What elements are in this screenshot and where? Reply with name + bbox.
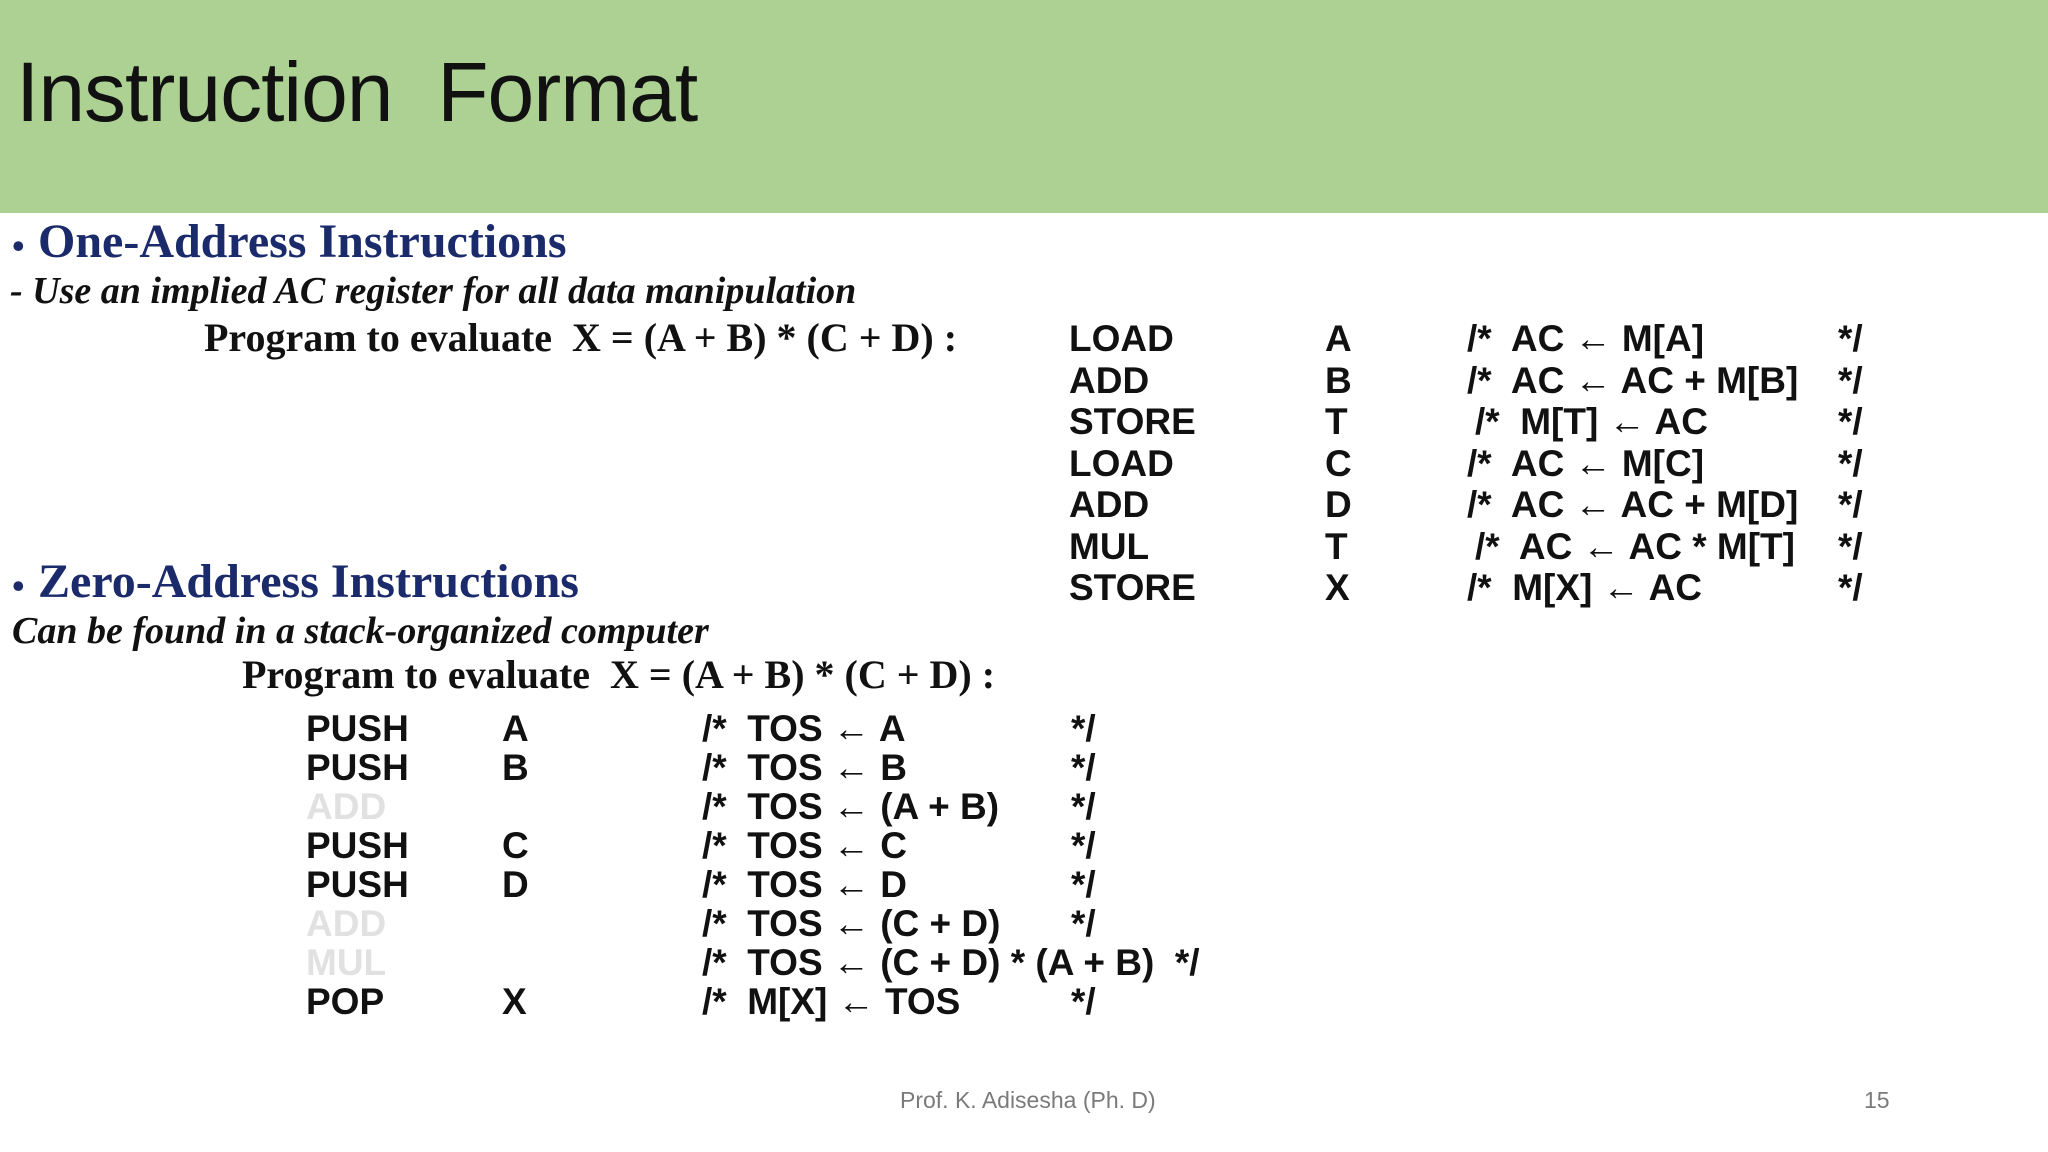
zero-row-comment: /* M[X] ← TOS [702, 981, 961, 1022]
slide-title: Instruction Format [16, 45, 698, 139]
one-row-operand: X [1325, 567, 1350, 608]
zero-row-comment: /* TOS ← D [702, 864, 907, 905]
one-row-op: ADD [1069, 360, 1150, 401]
zero-row-op: PUSH [306, 747, 409, 788]
one-row-operand: D [1325, 484, 1352, 525]
zero-row-op: ADD [306, 903, 387, 944]
zero-row-op: POP [306, 981, 385, 1022]
one-row-op: LOAD [1069, 443, 1174, 484]
zero-row-operand: A [502, 708, 529, 749]
zero-row-operand: D [502, 864, 529, 905]
zero-row-comment-end: */ [1071, 903, 1096, 944]
one-row-comment: /* M[X] ← AC [1467, 567, 1703, 608]
one-row-comment-end: */ [1838, 526, 1863, 567]
one-row-comment-end: */ [1838, 318, 1863, 359]
zero-row-comment-end: */ [1071, 708, 1096, 749]
zero-row-comment: /* TOS ← C [702, 825, 907, 866]
zero-row-comment: /* TOS ← (C + D) [702, 903, 1001, 944]
one-row-op: MUL [1069, 526, 1150, 567]
zero-row-operand: B [502, 747, 529, 788]
zero-row-comment: /* TOS ← (A + B) [702, 786, 1000, 827]
one-row-operand: A [1325, 318, 1352, 359]
one-row-comment-end: */ [1838, 484, 1863, 525]
program-line-one-address: Program to evaluate X = (A + B) * (C + D) : [204, 315, 958, 360]
one-row-operand: T [1325, 401, 1348, 442]
one-row-comment: /* AC ← M[A] [1467, 318, 1705, 359]
zero-row-operand: X [502, 981, 527, 1022]
one-row-op: STORE [1069, 401, 1196, 442]
one-row-op: LOAD [1069, 318, 1174, 359]
one-row-comment: /* AC ← AC + M[D] [1467, 484, 1799, 525]
one-row-comment-end: */ [1838, 360, 1863, 401]
footer-author: Prof. K. Adisesha (Ph. D) [900, 1087, 1156, 1113]
bullet-one-address: • [12, 226, 25, 266]
one-row-operand: B [1325, 360, 1352, 401]
one-row-comment-end: */ [1838, 443, 1863, 484]
one-row-op: ADD [1069, 484, 1150, 525]
one-row-comment: /* AC ← AC * M[T] [1475, 526, 1795, 567]
subtitle-zero-address: Can be found in a stack-organized computer [12, 610, 709, 652]
zero-row-operand: C [502, 825, 529, 866]
zero-row-op: PUSH [306, 708, 409, 749]
zero-row-comment: /* TOS ← B [702, 747, 907, 788]
zero-row-op: ADD [306, 786, 387, 827]
zero-row-comment-end: */ [1071, 864, 1096, 905]
bullet-zero-address: • [12, 566, 25, 606]
one-row-comment-end: */ [1838, 567, 1863, 608]
one-row-comment: /* AC ← M[C] [1467, 443, 1705, 484]
zero-row-op: PUSH [306, 825, 409, 866]
zero-row-comment: /* TOS ← (C + D) * (A + B) */ [702, 942, 1200, 983]
zero-row-comment: /* TOS ← A [702, 708, 906, 749]
one-row-comment: /* AC ← AC + M[B] [1467, 360, 1799, 401]
zero-row-op: PUSH [306, 864, 409, 905]
program-line-zero-address: Program to evaluate X = (A + B) * (C + D) : [242, 652, 996, 697]
zero-row-op: MUL [306, 942, 387, 983]
zero-row-comment-end: */ [1071, 825, 1096, 866]
one-row-operand: C [1325, 443, 1352, 484]
heading-one-address: One-Address Instructions [38, 215, 567, 268]
one-row-op: STORE [1069, 567, 1196, 608]
zero-row-comment-end: */ [1071, 786, 1096, 827]
one-row-comment-end: */ [1838, 401, 1863, 442]
subtitle-one-address: - Use an implied AC register for all data manipulation [10, 270, 857, 312]
heading-zero-address: Zero-Address Instructions [38, 555, 579, 608]
zero-row-comment-end: */ [1071, 981, 1096, 1022]
one-row-comment: /* M[T] ← AC [1475, 401, 1708, 442]
page-number: 15 [1864, 1087, 1890, 1113]
zero-row-comment-end: */ [1071, 747, 1096, 788]
one-row-operand: T [1325, 526, 1348, 567]
